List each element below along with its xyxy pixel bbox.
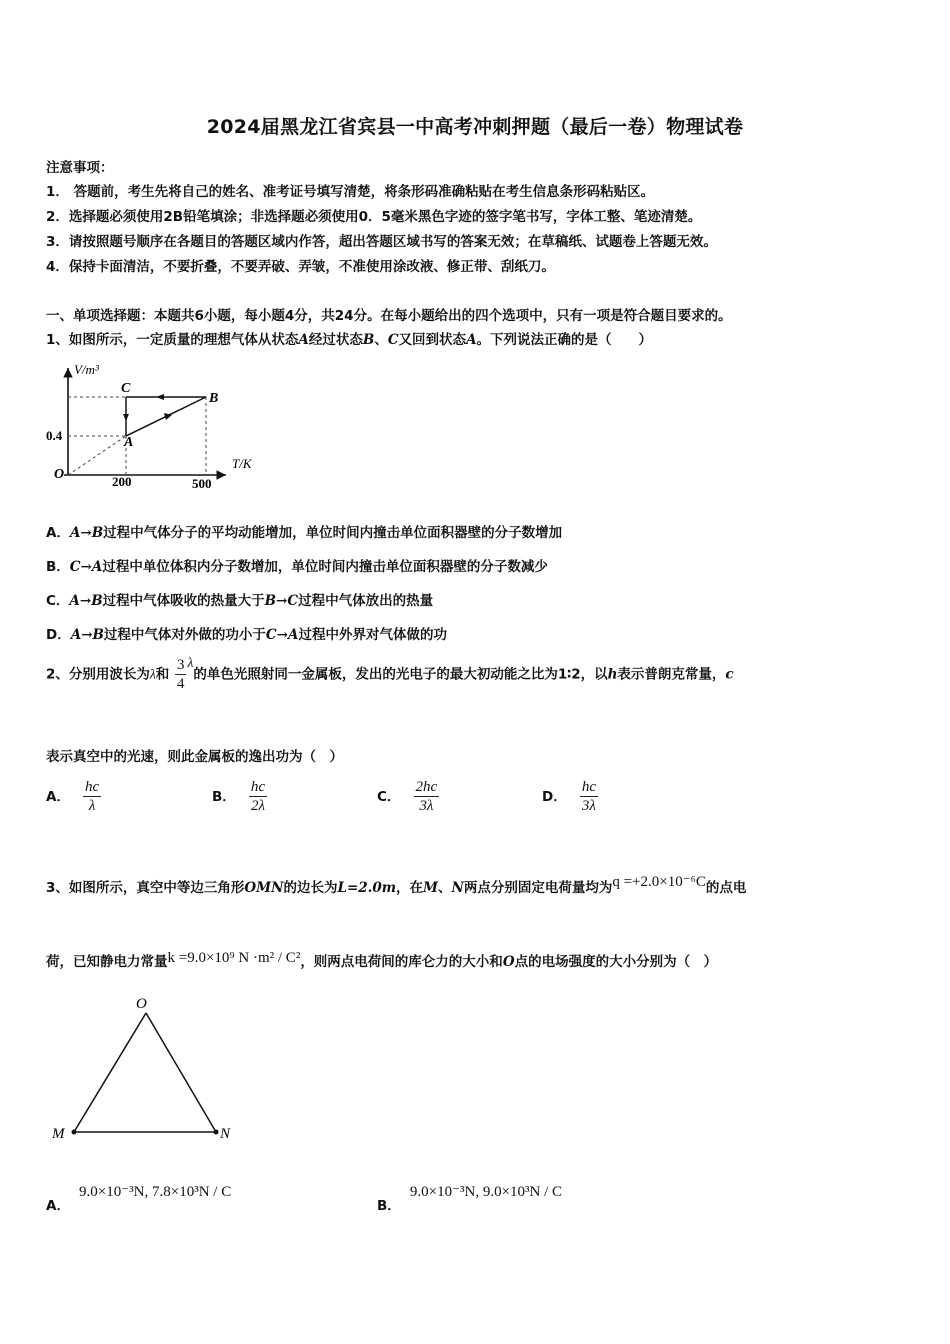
charge-m-dot bbox=[72, 1130, 77, 1135]
q2-option-b[interactable]: B． $\frac{hc}{2\lambda}$ bbox=[212, 779, 266, 814]
origin-line bbox=[68, 436, 126, 475]
notice-item-2: 2．选择题必须使用2B铅笔填涂；非选择题必须使用0．5毫米黑色字迹的签字笔书写，字体工整、笔迹清楚。 bbox=[46, 209, 702, 225]
vertex-o-label: O bbox=[136, 996, 147, 1012]
x-tick-label-200: 200 bbox=[112, 474, 132, 489]
vt-graph bbox=[46, 360, 276, 492]
charge-formula: q =+2.0×10⁻⁶C bbox=[612, 874, 706, 890]
q1-option-b[interactable]: B．C→A过程中单位体积内分子数增加，单位时间内撞击单位面积器壁的分子数减少 bbox=[46, 559, 548, 575]
notice-item-4: 4．保持卡面清洁，不要折叠，不要弄破、弄皱，不准使用涂改液、修正带、刮纸刀。 bbox=[46, 259, 555, 275]
q1-option-c[interactable]: C．A→B过程中气体吸收的热量大于B→C过程中气体放出的热量 bbox=[46, 593, 434, 609]
vertex-m-label: M bbox=[52, 1126, 65, 1142]
section-heading: 一、单项选择题：本题共6小题，每小题4分，共24分。在每小题给出的四个选项中，只有一项是符合题目要求的。 bbox=[46, 308, 732, 324]
point-a-label: A bbox=[124, 435, 134, 450]
three-quarter-fraction: $\frac{3}{4}$ bbox=[176, 657, 185, 692]
question-3-stem: 3、如图所示，真空中等边三角形OMN的边长为L=2.0m，在M、N两点分别固定电荷量均为q =+2.0×10⁻⁶C的点电 bbox=[46, 874, 747, 896]
notice-item-3: 3．请按照题号顺序在各题目的答题区域内作答，超出答题区域书写的答案无效；在草稿纸、试题卷上答题无效。 bbox=[46, 234, 717, 250]
y-tick-label: 0.4 bbox=[46, 428, 63, 443]
notice-item-1: 1． 答题前，考生先将自己的姓名、准考证号填写清楚，将条形码准确粘贴在考生信息条形码粘贴区。 bbox=[46, 184, 655, 200]
q1-option-a[interactable]: A．A→B过程中气体分子的平均动能增加，单位时间内撞击单位面积器壁的分子数增加 bbox=[46, 525, 563, 541]
question-3-stem-line2: 荷，已知静电力常量k =9.0×10⁹ N ·m² / C²，则两点电荷间的库仑力的大小和O点的电场强度的大小分别为（ ） bbox=[46, 950, 718, 970]
q2-option-d[interactable]: D． $\frac{hc}{3\lambda}$ bbox=[542, 779, 596, 814]
point-b-label: B bbox=[209, 391, 219, 406]
notice-heading: 注意事项： bbox=[46, 160, 114, 176]
q2-option-a[interactable]: A． $\frac{hc}{\lambda}$ bbox=[46, 779, 100, 814]
arrow-c-a-icon bbox=[123, 414, 129, 421]
question-1-stem: 1、如图所示，一定质量的理想气体从状态A经过状态B、C又回到状态A。下列说法正确的是（ ） bbox=[46, 332, 653, 348]
point-c-label: C bbox=[121, 381, 131, 396]
q3-option-a[interactable]: $_{A.}$ 9.0×10⁻³N, 7.8×10³N / C bbox=[46, 1184, 232, 1214]
question-2-stem: 2、分别用波长为λ和 $\frac{3}{4}$ λ的单色光照射同一金属板，发出的光电子的最大初动能之比为1∶2，以h表示普朗克常量，c bbox=[46, 654, 734, 692]
vertex-n-label: N bbox=[220, 1126, 231, 1142]
x-axis-label: T/K bbox=[232, 456, 252, 471]
x-tick-label-500: 500 bbox=[192, 476, 212, 491]
q1-option-d[interactable]: D．A→B过程中气体对外做的功小于C→A过程中外界对气体做的功 bbox=[46, 627, 447, 643]
q3-option-b[interactable]: $_{B.}$ 9.0×10⁻³N, 9.0×10³N / C bbox=[377, 1184, 563, 1214]
question-2-stem-line2: 表示真空中的光速，则此金属板的逸出功为（ ） bbox=[46, 749, 343, 765]
charge-n-dot bbox=[214, 1130, 219, 1135]
q2-option-c[interactable]: C． $\frac{2hc}{3\lambda}$ bbox=[377, 779, 438, 814]
triangle-omn-figure bbox=[46, 990, 246, 1145]
origin-label: O bbox=[54, 467, 65, 482]
y-axis-label: V/m³ bbox=[74, 362, 99, 377]
side-on bbox=[146, 1013, 216, 1132]
arrow-b-c-icon bbox=[156, 394, 164, 400]
coulomb-constant-formula: k =9.0×10⁹ N ·m² / C² bbox=[167, 950, 301, 966]
page-title: 2024届黑龙江省宾县一中高考冲刺押题（最后一卷）物理试卷 bbox=[206, 116, 744, 138]
side-om bbox=[74, 1013, 146, 1132]
